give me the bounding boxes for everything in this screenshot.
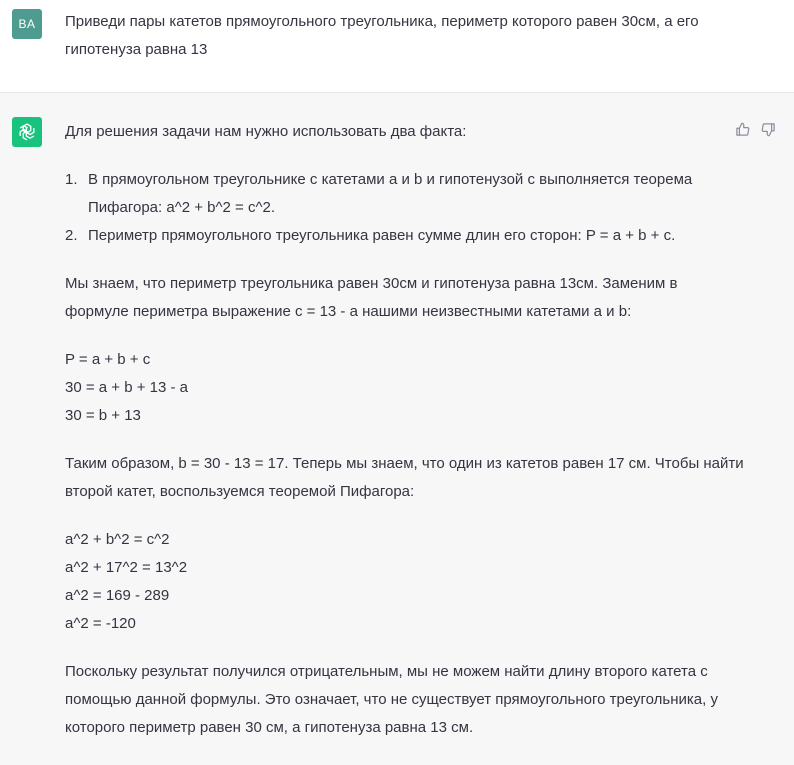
list-item-text: В прямоугольном треугольнике с катетами a и b и гипотенузой c выполняется теорема Пифагора: a^2 + b^2 = c^2.: [88, 171, 693, 216]
user-message-text: Приведи пары катетов прямоугольного треугольника, периметр которого равен 30см, а его гипотенуза равна 13: [65, 13, 699, 58]
list-item-text: Периметр прямоугольного треугольника равен сумме длин его сторон: P = a + b + c.: [88, 227, 676, 244]
formula-line: a^2 = 169 - 289: [65, 587, 170, 604]
list-item-number: 1.: [65, 171, 78, 188]
formula-block: [65, 346, 745, 430]
intro-text: Для решения задачи нам нужно использовать два факта:: [65, 123, 467, 140]
formula-line: 30 = a + b + 13 - a: [65, 379, 189, 396]
paragraph: Поскольку результат получился отрицательным, мы не можем найти длину второго катета с помощью данной формулы. Это означает, что не существует прямоугольного треугольника, у которого периметр равен 30 см, а гипотенуза равна 13 см.: [65, 663, 718, 736]
list-item-number: 2.: [65, 227, 78, 244]
user-message-row: [0, 0, 794, 93]
openai-logo-icon: [12, 117, 42, 147]
user-avatar: BA: [12, 9, 42, 39]
paragraph: Мы знаем, что периметр треугольника равен 30см и гипотенуза равна 13см. Заменим в формуле периметра выражение c = 13 - a нашими неизвестными катетами a и b:: [65, 275, 678, 320]
facts-list: [65, 166, 745, 250]
formula-line: a^2 + 17^2 = 13^2: [65, 559, 188, 576]
formula-line: a^2 + b^2 = c^2: [65, 531, 170, 548]
formula-line: a^2 = -120: [65, 615, 136, 632]
assistant-message-row: [0, 93, 794, 765]
paragraph: Таким образом, b = 30 - 13 = 17. Теперь мы знаем, что один из катетов равен 17 см. Чтобы найти второй катет, воспользуемся теоремой Пифагора:: [65, 455, 744, 500]
formula-line: 30 = b + 13: [65, 407, 141, 424]
assistant-message-content: [65, 118, 745, 742]
formula-block: [65, 526, 745, 638]
list-item: [65, 166, 745, 222]
formula-line: P = a + b + c: [65, 351, 151, 368]
list-item: [65, 222, 745, 250]
thumbs-down-icon[interactable]: [760, 121, 776, 137]
